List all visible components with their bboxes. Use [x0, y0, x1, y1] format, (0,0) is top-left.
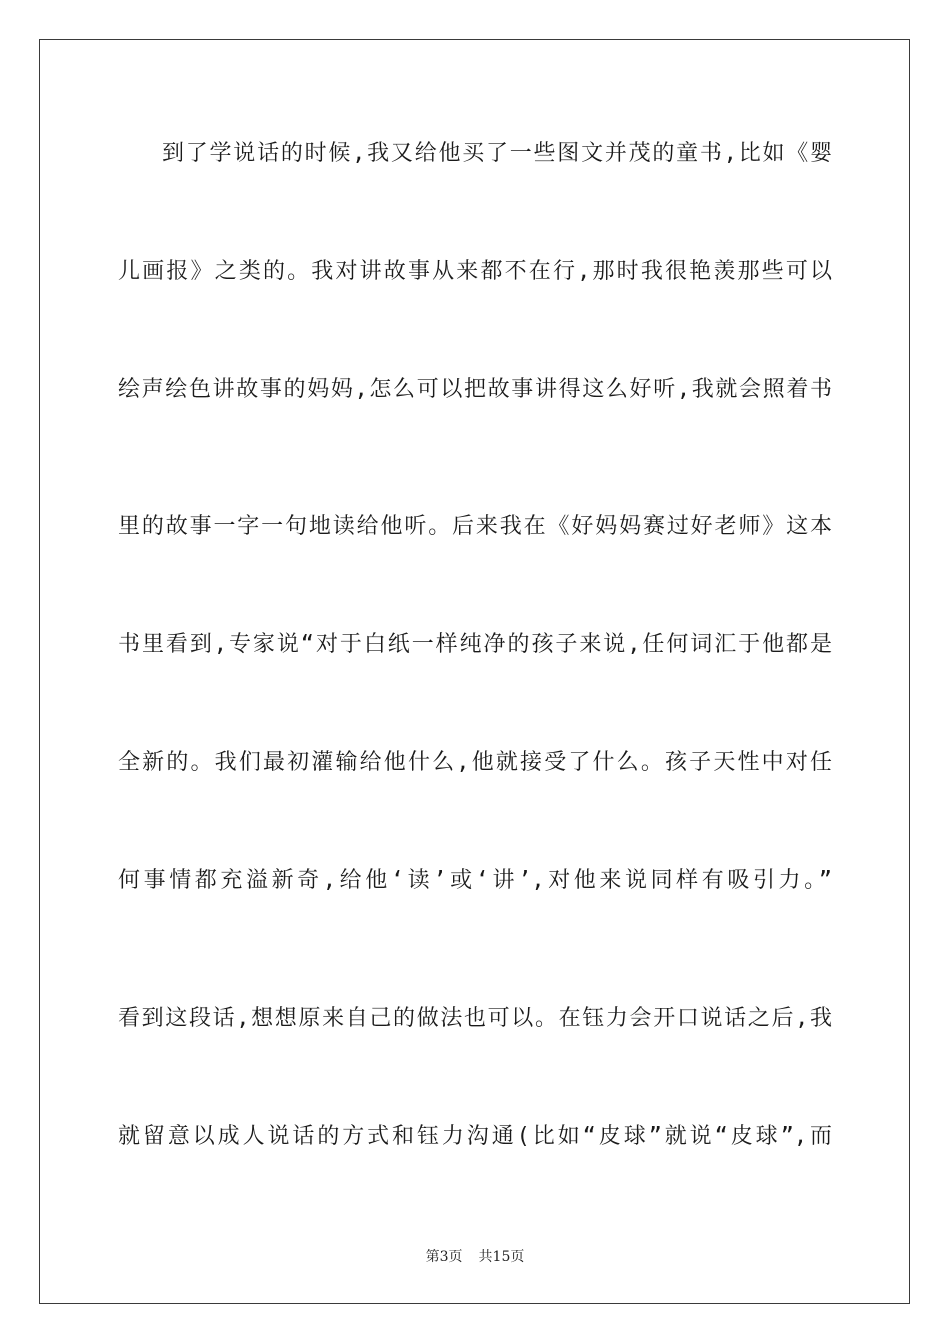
paragraph-line-1: 到了学说话的时候,我又给他买了一些图文并茂的童书,比如《婴 [162, 141, 832, 166]
paragraph-line-5: 书里看到,专家说“对于白纸一样纯净的孩子来说,任何词汇于他都是 [118, 632, 832, 657]
paragraph-line-3: 绘声绘色讲故事的妈妈,怎么可以把故事讲得这么好听,我就会照着书 [118, 377, 832, 402]
paragraph-line-7: 何事情都充溢新奇,给他‘读’或‘讲’,对他来说同样有吸引力。” [118, 868, 832, 893]
paragraph-line-4: 里的故事一字一句地读给他听。后来我在《好妈妈赛过好老师》这本 [118, 514, 832, 539]
page-footer [0, 1248, 950, 1266]
paragraph-line-9: 就留意以成人说话的方式和钰力沟通(比如“皮球”就说“皮球”,而 [118, 1124, 832, 1149]
total-pages: 共15页 [478, 1249, 525, 1265]
page-number: 第3页 [425, 1249, 463, 1265]
paragraph-line-2: 儿画报》之类的。我对讲故事从来都不在行,那时我很艳羡那些可以 [118, 259, 832, 284]
page-border [39, 39, 910, 1304]
paragraph-line-8: 看到这段话,想想原来自己的做法也可以。在钰力会开口说话之后,我 [118, 1006, 832, 1031]
paragraph-line-6: 全新的。我们最初灌输给他什么,他就接受了什么。孩子天性中对任 [118, 750, 832, 775]
